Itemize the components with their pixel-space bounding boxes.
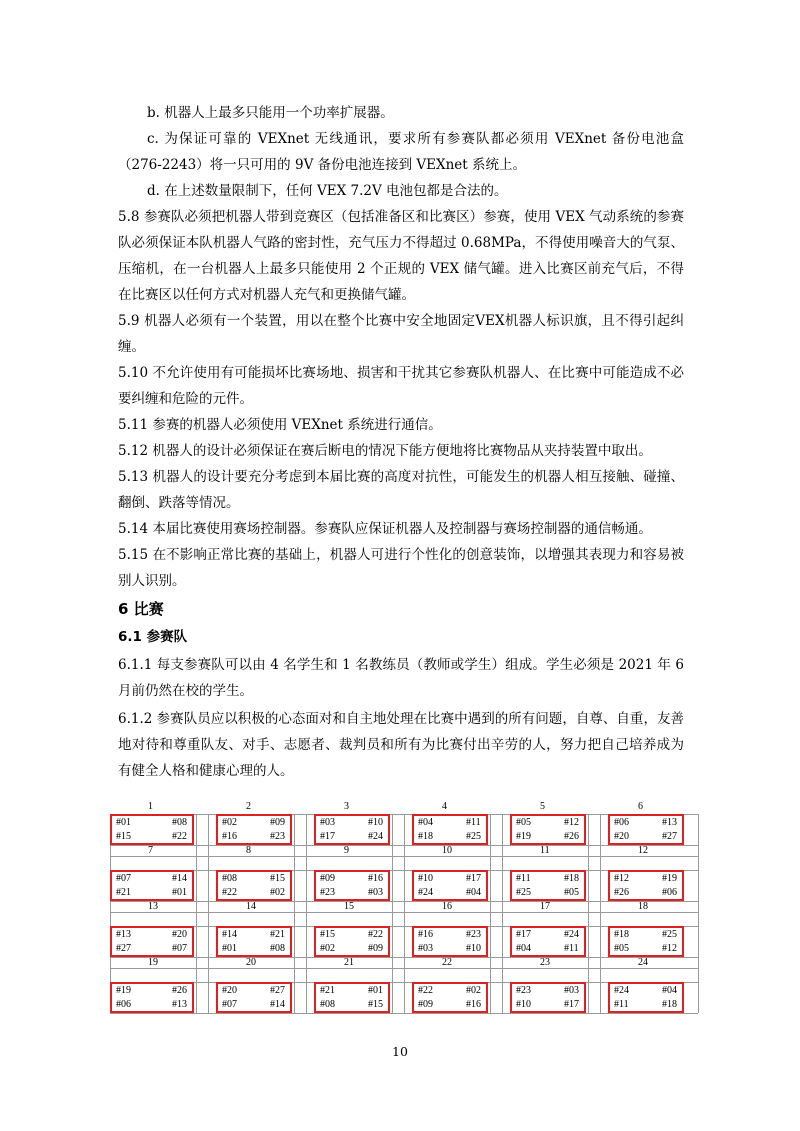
team-number: #17 [516,929,531,940]
team-number: #22 [222,887,237,898]
match-schedule-table [110,800,700,1020]
match-number: 2 [246,801,251,812]
paragraph: c. 为保证可靠的 VEXnet 无线通讯，要求所有参赛队都必须用 VEXnet 备份电池盒（276-2243）将一只可用的 9V 备份电池连接到 VEXnet 系统上。 [118,131,684,173]
team-number: #17 [320,831,335,842]
paragraph: 5.13 机器人的设计要充分考虑到本届比赛的高度对抗性，可能发生的机器人相互接触、碰撞、翻倒、跌落等情况。 [118,469,684,511]
team-number: #09 [368,943,383,954]
team-number: #13 [172,999,187,1010]
team-number: #04 [662,985,677,996]
team-number: #09 [320,873,335,884]
team-number: #21 [320,985,335,996]
grid-line [698,814,699,1013]
team-number: #13 [662,817,677,828]
paragraph: d. 在上述数量限制下，任何 VEX 7.2V 电池包都是合法的。 [147,183,508,199]
team-number: #14 [222,929,237,940]
team-number: #03 [320,817,335,828]
match-number: 13 [148,901,158,912]
team-number: #17 [466,873,481,884]
team-number: #21 [116,887,131,898]
team-number: #01 [222,943,237,954]
match-number: 5 [540,801,545,812]
paragraph: b. 机器人上最多只能用一个功率扩展器。 [147,105,394,121]
paragraph: 5.10 不允许使用有可能损坏比赛场地、损害和干扰其它参赛队机器人、在比赛中可能造成不必要纠缠和危险的元件。 [118,365,684,407]
match-number: 3 [344,801,349,812]
grid-line [110,1013,698,1014]
team-number: #25 [466,831,481,842]
team-number: #06 [116,999,131,1010]
team-number: #15 [270,873,285,884]
grid-line [490,814,491,1013]
team-number: #01 [116,817,131,828]
section-heading: 6 比赛 [118,600,164,618]
team-number: #07 [172,943,187,954]
team-number: #05 [564,887,579,898]
team-number: #23 [320,887,335,898]
grid-line [196,814,197,1013]
team-number: #12 [614,873,629,884]
match-number: 9 [344,845,349,856]
team-number: #11 [516,873,531,884]
team-number: #18 [662,999,677,1010]
team-number: #16 [466,999,481,1010]
team-number: #05 [614,943,629,954]
grid-line [404,814,405,1013]
team-number: #03 [368,887,383,898]
grid-line [208,814,209,1013]
team-number: #16 [222,831,237,842]
team-number: #18 [614,929,629,940]
match-number: 20 [246,957,256,968]
team-number: #08 [320,999,335,1010]
grid-line [306,814,307,1013]
team-number: #04 [418,817,433,828]
team-number: #22 [368,929,383,940]
grid-line [600,814,601,1013]
match-number: 15 [344,901,354,912]
paragraph: 5.11 参赛的机器人必须使用 VEXnet 系统进行通信。 [118,417,442,433]
team-number: #17 [564,999,579,1010]
team-number: #14 [172,873,187,884]
team-number: #14 [270,999,285,1010]
body-text [118,100,684,784]
section-heading: 6.1 参赛队 [118,629,188,645]
team-number: #24 [368,831,383,842]
team-number: #10 [368,817,383,828]
team-number: #23 [270,831,285,842]
team-number: #07 [116,873,131,884]
team-number: #06 [662,887,677,898]
match-number: 18 [638,901,648,912]
grid-line [588,814,589,1013]
team-number: #03 [418,943,433,954]
team-number: #08 [222,873,237,884]
team-number: #26 [614,887,629,898]
team-number: #23 [516,985,531,996]
match-number: 8 [246,845,251,856]
team-number: #15 [116,831,131,842]
match-number: 22 [442,957,452,968]
team-number: #20 [614,831,629,842]
match-number: 24 [638,957,648,968]
match-number: 17 [540,901,550,912]
team-number: #26 [564,831,579,842]
paragraph: 5.12 机器人的设计必须保证在赛后断电的情况下能方便地将比赛物品从夹持装置中取出。 [118,443,652,459]
team-number: #19 [116,985,131,996]
team-number: #05 [516,817,531,828]
match-number: 7 [148,845,153,856]
paragraph: 6.1.2 参赛队员应以积极的心态面对和自主地处理在比赛中遇到的所有问题，自尊、自重，友善地对待和尊重队友、对手、志愿者、裁判员和所有为比赛付出辛劳的人，努力把自己培养成为有健全人格和健康心理的人。 [118,711,684,779]
team-number: #03 [564,985,579,996]
match-number: 12 [638,845,648,856]
paragraph: 5.9 机器人必须有一个装置，用以在整个比赛中安全地固定VEX机器人标识旗，且不得引起纠缠。 [118,313,684,355]
team-number: #08 [270,943,285,954]
match-number: 19 [148,957,158,968]
match-number: 10 [442,845,452,856]
team-number: #16 [368,873,383,884]
match-number: 6 [638,801,643,812]
team-number: #13 [116,929,131,940]
team-number: #20 [222,985,237,996]
team-number: #24 [564,929,579,940]
team-number: #19 [516,831,531,842]
match-number: 21 [344,957,354,968]
paragraph: 5.14 本届比赛使用赛场控制器。参赛队应保证机器人及控制器与赛场控制器的通信畅通。 [118,521,652,537]
team-number: #15 [320,929,335,940]
team-number: #10 [516,999,531,1010]
paragraph: 6.1.1 每支参赛队可以由 4 名学生和 1 名教练员（教师或学生）组成。学生必须是 2021 年 6 月前仍然在校的学生。 [118,657,684,699]
grid-line [294,814,295,1013]
team-number: #27 [116,943,131,954]
match-number: 4 [442,801,447,812]
team-number: #23 [466,929,481,940]
team-number: #02 [320,943,335,954]
grid-line [502,814,503,1013]
team-number: #19 [662,873,677,884]
team-number: #11 [614,999,629,1010]
match-number: 16 [442,901,452,912]
team-number: #18 [564,873,579,884]
team-number: #09 [418,999,433,1010]
team-number: #04 [466,887,481,898]
team-number: #15 [368,999,383,1010]
match-number: 23 [540,957,550,968]
team-number: #02 [466,985,481,996]
team-number: #22 [418,985,433,996]
team-number: #02 [222,817,237,828]
paragraph: 5.15 在不影响正常比赛的基础上，机器人可进行个性化的创意装饰，以增强其表现力和容易被别人识别。 [118,547,684,589]
team-number: #04 [516,943,531,954]
page-number: 10 [392,1044,408,1059]
match-number: 11 [540,845,550,856]
team-number: #20 [172,929,187,940]
match-number: 14 [246,901,256,912]
team-number: #11 [466,817,481,828]
team-number: #25 [516,887,531,898]
team-number: #21 [270,929,285,940]
match-number: 1 [148,801,153,812]
team-number: #24 [418,887,433,898]
team-number: #16 [418,929,433,940]
team-number: #26 [172,985,187,996]
team-number: #18 [418,831,433,842]
team-number: #12 [662,943,677,954]
team-number: #01 [172,887,187,898]
team-number: #11 [564,943,579,954]
team-number: #27 [270,985,285,996]
team-number: #07 [222,999,237,1010]
team-number: #22 [172,831,187,842]
team-number: #08 [172,817,187,828]
team-number: #01 [368,985,383,996]
paragraph: 5.8 参赛队必须把机器人带到竞赛区（包括准备区和比赛区）参赛，使用 VEX 气动系统的参赛队必须保证本队机器人气路的密封性，充气压力不得超过 0.68MPa，不得使用噪音大的气泵、压缩机，在一台机器人上最多只能使用 2 个正规的 VEX 储气罐。进入比赛区前充气后，不得在比赛区以任何方式对机器人充气和更换储气罐。 [118,209,684,303]
team-number: #27 [662,831,677,842]
team-number: #10 [418,873,433,884]
team-number: #25 [662,929,677,940]
team-number: #24 [614,985,629,996]
team-number: #02 [270,887,285,898]
grid-line [392,814,393,1013]
team-number: #06 [614,817,629,828]
team-number: #09 [270,817,285,828]
team-number: #12 [564,817,579,828]
team-number: #10 [466,943,481,954]
